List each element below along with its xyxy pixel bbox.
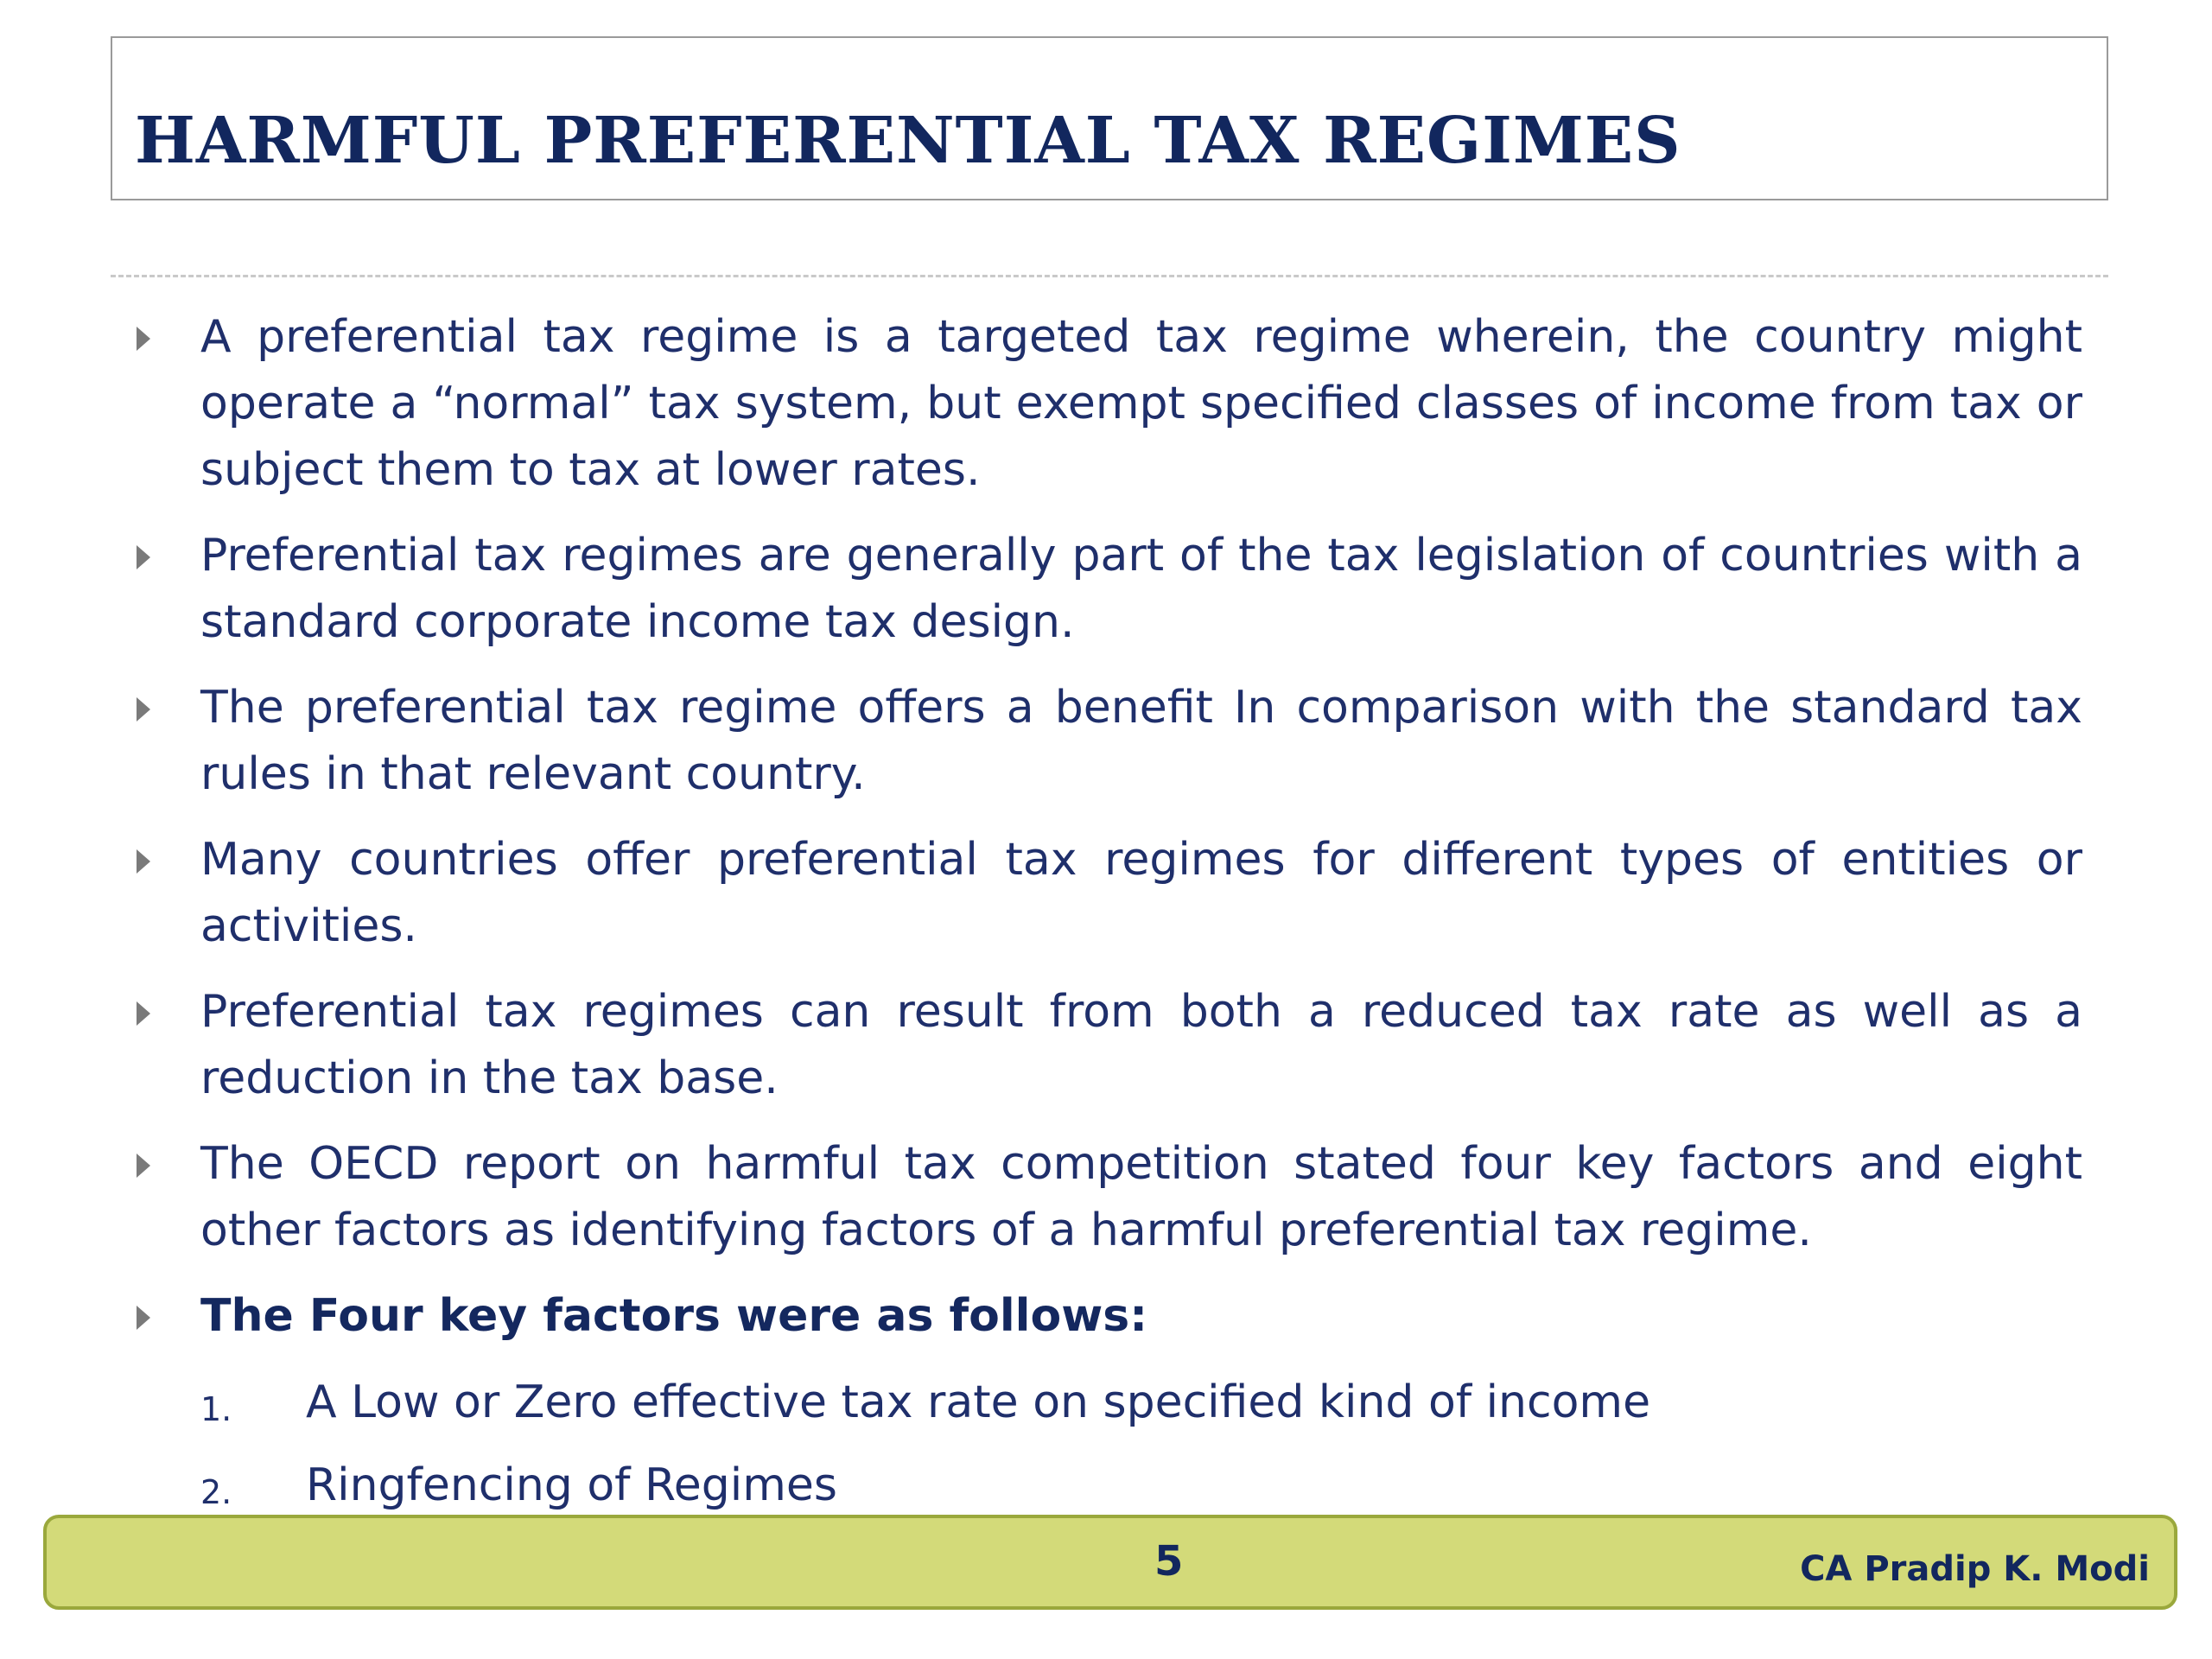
- dashed-divider: [111, 275, 2108, 277]
- bullet-item: [130, 523, 2082, 656]
- bullet-list: [130, 304, 2082, 1369]
- slide-title: HARMFUL PREFERENTIAL TAX REGIMES: [135, 104, 1681, 178]
- page-number: 5: [1154, 1537, 1184, 1586]
- bullet-text: The OECD report on harmful tax competition stated four key factors and eight other factors as identifying factors of a harmful preferential tax regime.: [200, 1138, 2082, 1256]
- bullet-item-heading: [130, 1283, 2082, 1350]
- bullet-item: [130, 827, 2082, 960]
- triangle-bullet-icon: [137, 849, 150, 874]
- author-name: CA Pradip K. Modi: [1800, 1549, 2150, 1589]
- bullet-text: Many countries offer preferential tax regimes for different types of entities or activities.: [200, 834, 2082, 952]
- triangle-bullet-icon: [137, 545, 150, 569]
- key-factor-number: 2.: [200, 1473, 232, 1511]
- key-factor-text: A Low or Zero effective tax rate on specified kind of income: [306, 1376, 1651, 1428]
- bullet-text: Preferential tax regimes are generally part of the tax legislation of countries with a standard corporate income tax design.: [200, 530, 2082, 648]
- bullet-text: The Four key factors were as follows:: [200, 1290, 1148, 1342]
- key-factor-text: Ringfencing of Regimes: [306, 1459, 837, 1511]
- bullet-item: [130, 1131, 2082, 1264]
- triangle-bullet-icon: [137, 1001, 150, 1026]
- triangle-bullet-icon: [137, 1154, 150, 1178]
- bullet-text: Preferential tax regimes can result from both a reduced tax rate as well as a reduction in the tax base.: [200, 986, 2082, 1104]
- bullet-item: [130, 675, 2082, 808]
- footer-bar: [43, 1515, 2177, 1610]
- triangle-bullet-icon: [137, 697, 150, 721]
- bullet-text: The preferential tax regime offers a benefit In comparison with the standard tax rules in that relevant country.: [200, 682, 2082, 800]
- bullet-text: A preferential tax regime is a targeted tax regime wherein, the country might operate a “normal” tax system, but exempt specified classes of income from tax or subject them to tax at lower rates.: [200, 311, 2082, 496]
- bullet-item: [130, 979, 2082, 1112]
- triangle-bullet-icon: [137, 327, 150, 351]
- key-factor-number: 1.: [200, 1390, 232, 1428]
- triangle-bullet-icon: [137, 1306, 150, 1330]
- title-box: [111, 36, 2108, 200]
- bullet-item: [130, 304, 2082, 504]
